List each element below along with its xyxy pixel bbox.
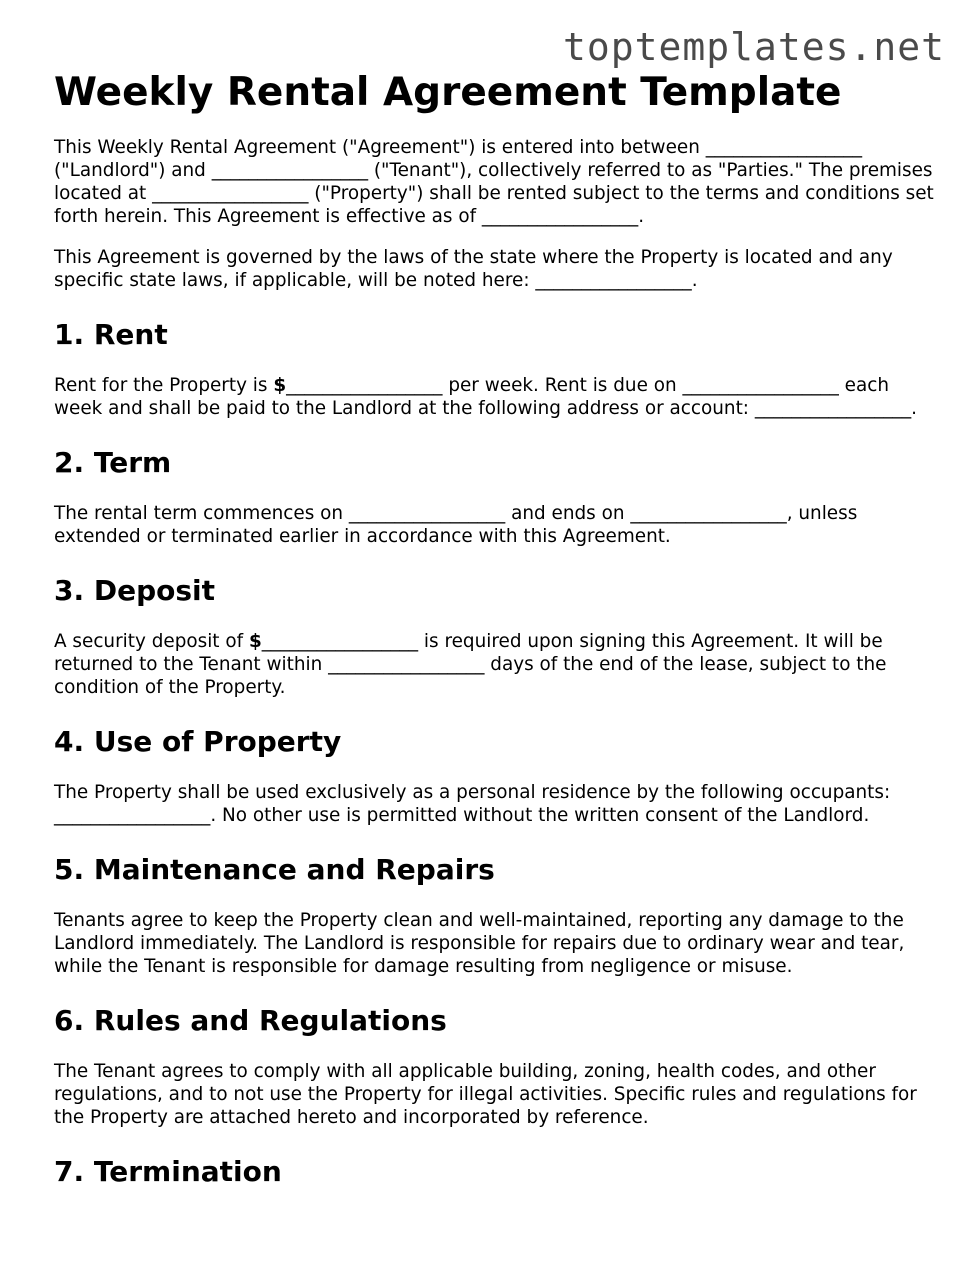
intro-text: ("Tenant"), collectively referred to as "Parties." The premises located at	[54, 160, 933, 204]
payment-address-blank[interactable]: _________________	[754, 398, 912, 419]
intro-text: This Agreement is governed by the laws of the state where the Property is located and any specific state laws, if applicable, will be noted here:	[54, 247, 893, 291]
use-text: The Property shall be used exclusively as a personal residence by the following occupants:	[54, 782, 891, 803]
term-text: , unless extended or terminated earlier in accordance with this Agreement.	[54, 503, 858, 547]
rules-paragraph: The Tenant agrees to comply with all applicable building, zoning, health codes, and other regulations, and to not use the Property for illegal activities. Specific rules and regulations for the Property are attached hereto and incorporated by reference.	[54, 1061, 917, 1128]
term-paragraph	[54, 502, 934, 548]
rent-paragraph	[54, 374, 934, 420]
occupants-blank[interactable]: _________________	[54, 805, 211, 826]
state-laws-blank[interactable]: _________________	[535, 270, 692, 291]
intro-text: ("Landlord") and	[54, 160, 212, 181]
currency-symbol: $	[273, 375, 287, 396]
use-paragraph	[54, 781, 934, 827]
deposit-text: is required upon signing this Agreement. It will be returned to the Tenant within	[54, 631, 883, 675]
section-heading-termination: 7. Termination	[54, 1155, 282, 1188]
intro-paragraph-governing-law	[54, 246, 934, 292]
rent-text: Rent for the Property is	[54, 375, 274, 396]
term-text: and ends on	[505, 503, 631, 524]
maintenance-paragraph: Tenants agree to keep the Property clean and well-maintained, reporting any damage to the Landlord immediately. The Landlord is responsible for repairs due to ordinary wear and tear, while the Tenant is responsible for damage resulting from negligence or misuse.	[54, 910, 905, 977]
section-heading-maintenance: 5. Maintenance and Repairs	[54, 853, 495, 886]
document-page	[54, 70, 934, 1211]
rent-due-day-blank[interactable]: _________________	[682, 375, 839, 396]
document-title: Weekly Rental Agreement Template	[54, 70, 842, 115]
intro-text: .	[691, 270, 698, 291]
intro-text: ("Property") shall be rented subject to the terms and conditions set forth herein. This Agreement is effective as of	[54, 183, 934, 227]
term-start-blank[interactable]: _________________	[348, 503, 506, 524]
intro-paragraph-parties	[54, 136, 934, 228]
rent-text: per week. Rent is due on	[442, 375, 683, 396]
term-text: The rental term commences on	[54, 503, 349, 524]
currency-symbol: $	[248, 631, 262, 652]
deposit-text: days of the end of the lease, subject to the condition of the Property.	[54, 654, 887, 698]
intro-text: .	[638, 206, 645, 227]
landlord-name-blank[interactable]: _________________	[705, 137, 863, 158]
deposit-text: A security deposit of	[54, 631, 249, 652]
property-address-blank[interactable]: _________________	[152, 183, 309, 204]
section-heading-rules: 6. Rules and Regulations	[54, 1004, 447, 1037]
term-end-blank[interactable]: _________________	[630, 503, 787, 524]
rent-text: each week and shall be paid to the Landlord at the following address or account:	[54, 375, 890, 419]
section-heading-use: 4. Use of Property	[54, 725, 342, 758]
use-text: . No other use is permitted without the written consent of the Landlord.	[210, 805, 870, 826]
tenant-name-blank[interactable]: _________________	[211, 160, 369, 181]
effective-date-blank[interactable]: _________________	[481, 206, 639, 227]
rent-text: .	[911, 398, 918, 419]
return-days-blank[interactable]: _________________	[328, 654, 485, 675]
rent-amount-blank[interactable]: _________________	[286, 375, 443, 396]
section-heading-deposit: 3. Deposit	[54, 574, 216, 607]
intro-text: This Weekly Rental Agreement ("Agreement") is entered into between	[54, 137, 706, 158]
deposit-amount-blank[interactable]: _________________	[261, 631, 419, 652]
deposit-paragraph	[54, 630, 934, 699]
watermark: toptemplates.net	[562, 25, 945, 69]
section-heading-term: 2. Term	[54, 446, 172, 479]
section-heading-rent: 1. Rent	[54, 318, 168, 351]
